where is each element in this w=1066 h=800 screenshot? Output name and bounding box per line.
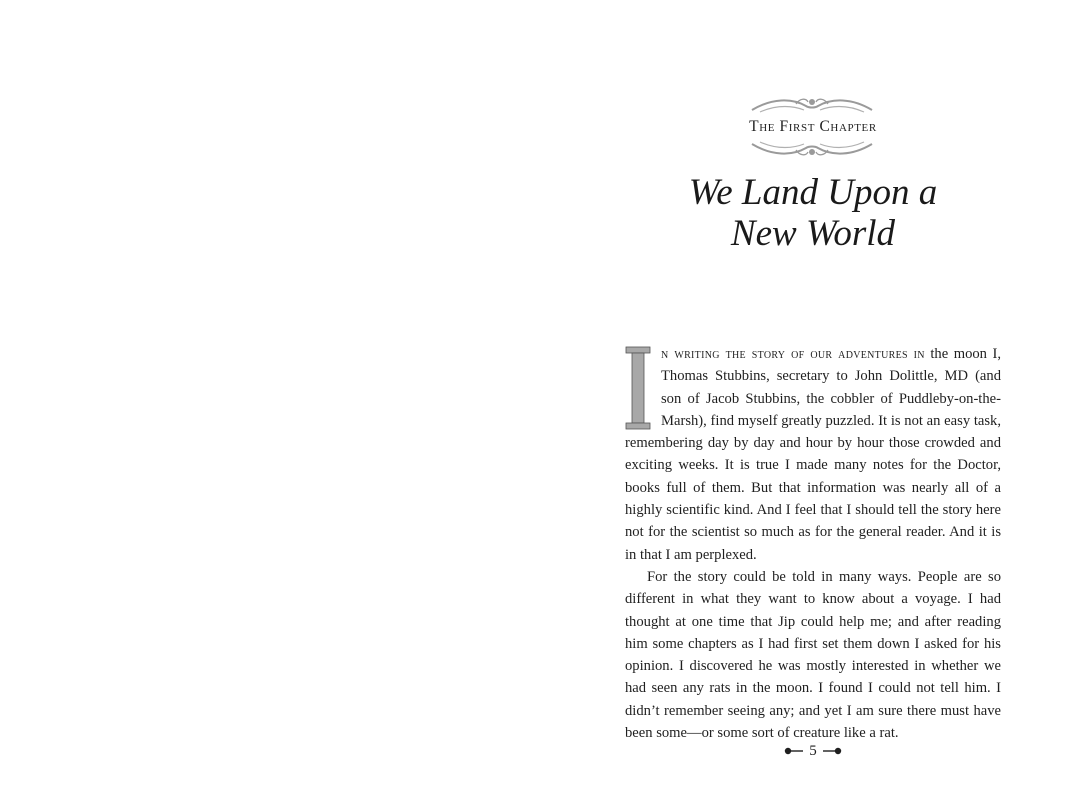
chapter-body (625, 343, 1001, 744)
paragraph-2: For the story could be told in many ways. People are so different in what they want to know about a voyage. I had thought at one time that Jip could help me; and after reading him some chapters as I had first set them down I asked for his opinion. I discovered he was mostly interested in whether we had seen any rats in the moon. I found I could not tell him. I didn’t remember seeing any; and yet I am sure there must have been some—or some sort of creature like a rat. (625, 568, 1001, 742)
drop-cap-letter: I (637, 405, 639, 407)
chapter-title: We Land Upon a New World (688, 172, 938, 254)
paragraph-1 (625, 343, 1001, 566)
page-number-footer (760, 740, 866, 762)
lead-in-caps: n writing the story of our adventures in (661, 346, 925, 362)
paragraph-1-text: the moon I, Thomas Stubbins, secretary to John Dolittle, MD (and son of Jacob Stubbins, the cobbler of Puddleby-on-the-Marsh), find myself greatly puzzled. It is not an easy task, remembering day by day and hour by hour those crowded and exciting weeks. It is true I made many notes for the Doctor, books full of them. But that information was nearly all of a highly scientific kind. And I feel that I should tell the story here not for the scientist so much as for the general reader. And it is in that I am perplexed. (625, 346, 1002, 563)
ornament-bottom-icon (748, 138, 876, 160)
page-number: 5 (809, 742, 817, 759)
ornament-top-icon (748, 94, 876, 116)
drop-cap (625, 346, 651, 430)
folio-right-ornament-icon (822, 746, 842, 756)
chapter-label: The First Chapter (749, 118, 877, 135)
folio-left-ornament-icon (784, 746, 804, 756)
